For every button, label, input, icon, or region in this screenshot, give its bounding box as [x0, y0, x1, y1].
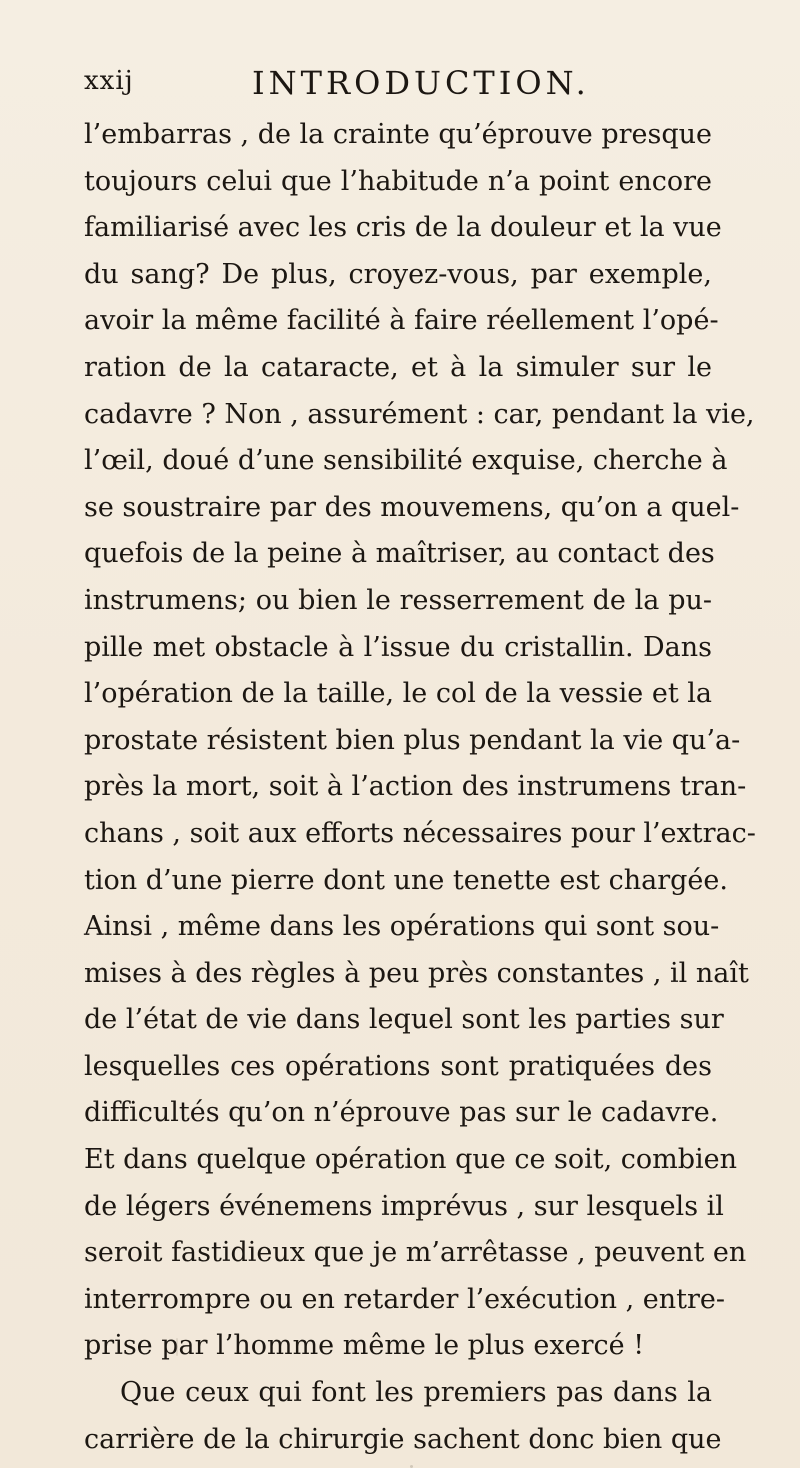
text-line: de l’état de vie dans lequel sont les parties sur: [84, 1004, 724, 1036]
text-line: pille met obstacle à l’issue du cristallin. Dans: [84, 631, 712, 663]
text-line: avoir la même facilité à faire réellement l’opé-: [84, 305, 719, 337]
text-line: l’opération de la taille, le col de la vessie et la: [84, 678, 712, 710]
running-title: INTRODUCTION.: [252, 64, 590, 102]
text-line: Et dans quelque opération que ce soit, combien: [84, 1144, 738, 1176]
text-line: cadavre ? Non , assurément : car, pendant la vie,: [84, 398, 755, 430]
text-line: mises à des règles à peu près constantes , il naît: [84, 957, 749, 989]
text-line: Que ceux qui font les premiers pas dans la: [120, 1377, 712, 1409]
page-number: xxij: [84, 66, 134, 96]
text-line: difficultés qu’on n’éprouve pas sur le cadavre.: [84, 1097, 719, 1129]
text-line: Ainsi , même dans les opérations qui sont sou-: [84, 911, 720, 943]
text-line: seroit fastidieux que je m’arrêtasse , peuvent en: [84, 1237, 747, 1269]
text-line: carrière de la chirurgie sachent donc bien que: [84, 1423, 722, 1455]
text-line: familiarisé avec les cris de la douleur et la vue: [84, 212, 722, 244]
text-line: toujours celui que l’habitude n’a point encore: [84, 165, 712, 197]
text-line: instrumens; ou bien le resserrement de la pu-: [84, 584, 712, 616]
text-line: près la mort, soit à l’action des instrumens tran-: [84, 771, 747, 803]
text-line: prise par l’homme même le plus exercé !: [84, 1330, 645, 1362]
text-line: l’embarras , de la crainte qu’éprouve presque: [84, 119, 712, 150]
text-line: ration de la cataracte, et à la simuler sur le: [84, 351, 712, 383]
text-line: chans , soit aux efforts nécessaires pour l’extrac-: [84, 817, 756, 849]
text-line: lesquelles ces opérations sont pratiquées des: [84, 1050, 712, 1082]
text-line: l’œil, doué d’une sensibilité exquise, cherche à: [84, 445, 728, 477]
text-line: interrompre ou en retarder l’exécution , entre-: [84, 1283, 725, 1315]
text-line: de légers événemens imprévus , sur lesquels il: [84, 1190, 724, 1222]
text-line: prostate résistent bien plus pendant la vie qu’a-: [84, 724, 741, 756]
text-line: se soustraire par des mouvemens, qu’on a quel-: [84, 491, 740, 523]
page-header: [84, 66, 704, 106]
text-line: du sang? De plus, croyez-vous, par exemple,: [84, 258, 712, 290]
text-line: quefois de la peine à maîtriser, au contact des: [84, 538, 715, 570]
text-line: tion d’une pierre dont une tenette est chargée.: [84, 864, 728, 896]
body-text: [84, 112, 756, 1463]
paper-speck: [176, 1338, 178, 1356]
